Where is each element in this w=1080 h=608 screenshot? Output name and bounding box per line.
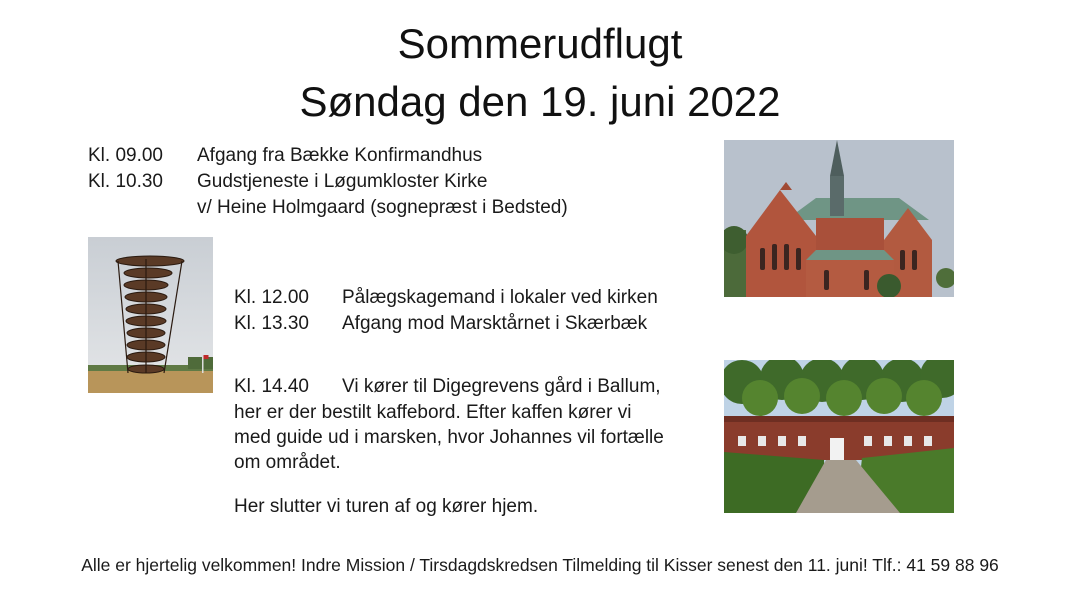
schedule-time: Kl. 12.00: [234, 287, 309, 308]
schedule-continuation: her er der bestilt kaffebord. Efter kaffen kører vi: [234, 402, 632, 423]
schedule-text: Afgang mod Marsktårnet i Skærbæk: [342, 313, 648, 334]
schedule-continuation: med guide ud i marsken, hvor Johannes vil fortælle: [234, 427, 664, 448]
schedule-text: Gudstjeneste i Løgumkloster Kirke: [197, 171, 488, 192]
tower-photo: [88, 237, 213, 393]
schedule-text: Pålægskagemand i lokaler ved kirken: [342, 287, 658, 308]
closing-text: Her slutter vi turen af og kører hjem.: [234, 496, 539, 517]
schedule-text: Vi kører til Digegrevens gård i Ballum,: [342, 376, 661, 397]
event-date: Søndag den 19. juni 2022: [299, 78, 781, 125]
schedule-time: Kl. 09.00: [88, 145, 163, 166]
schedule-time: Kl. 13.30: [234, 313, 309, 334]
farm-photo: [724, 360, 954, 513]
page-title: Sommerudflugt: [397, 20, 683, 67]
schedule-text: Afgang fra Bække Konfirmandhus: [197, 145, 483, 166]
church-photo: [724, 140, 954, 297]
schedule-continuation: om området.: [234, 452, 341, 473]
schedule-continuation: v/ Heine Holmgaard (sognepræst i Bedsted): [197, 197, 568, 218]
footer-text: Alle er hjertelig velkommen! Indre Mission / Tirsdagdskredsen Tilmelding til Kisser senest den 11. juni! Tlf.: 41 59 88 96: [81, 555, 999, 575]
schedule-time: Kl. 10.30: [88, 171, 163, 192]
schedule-time: Kl. 14.40: [234, 376, 309, 397]
